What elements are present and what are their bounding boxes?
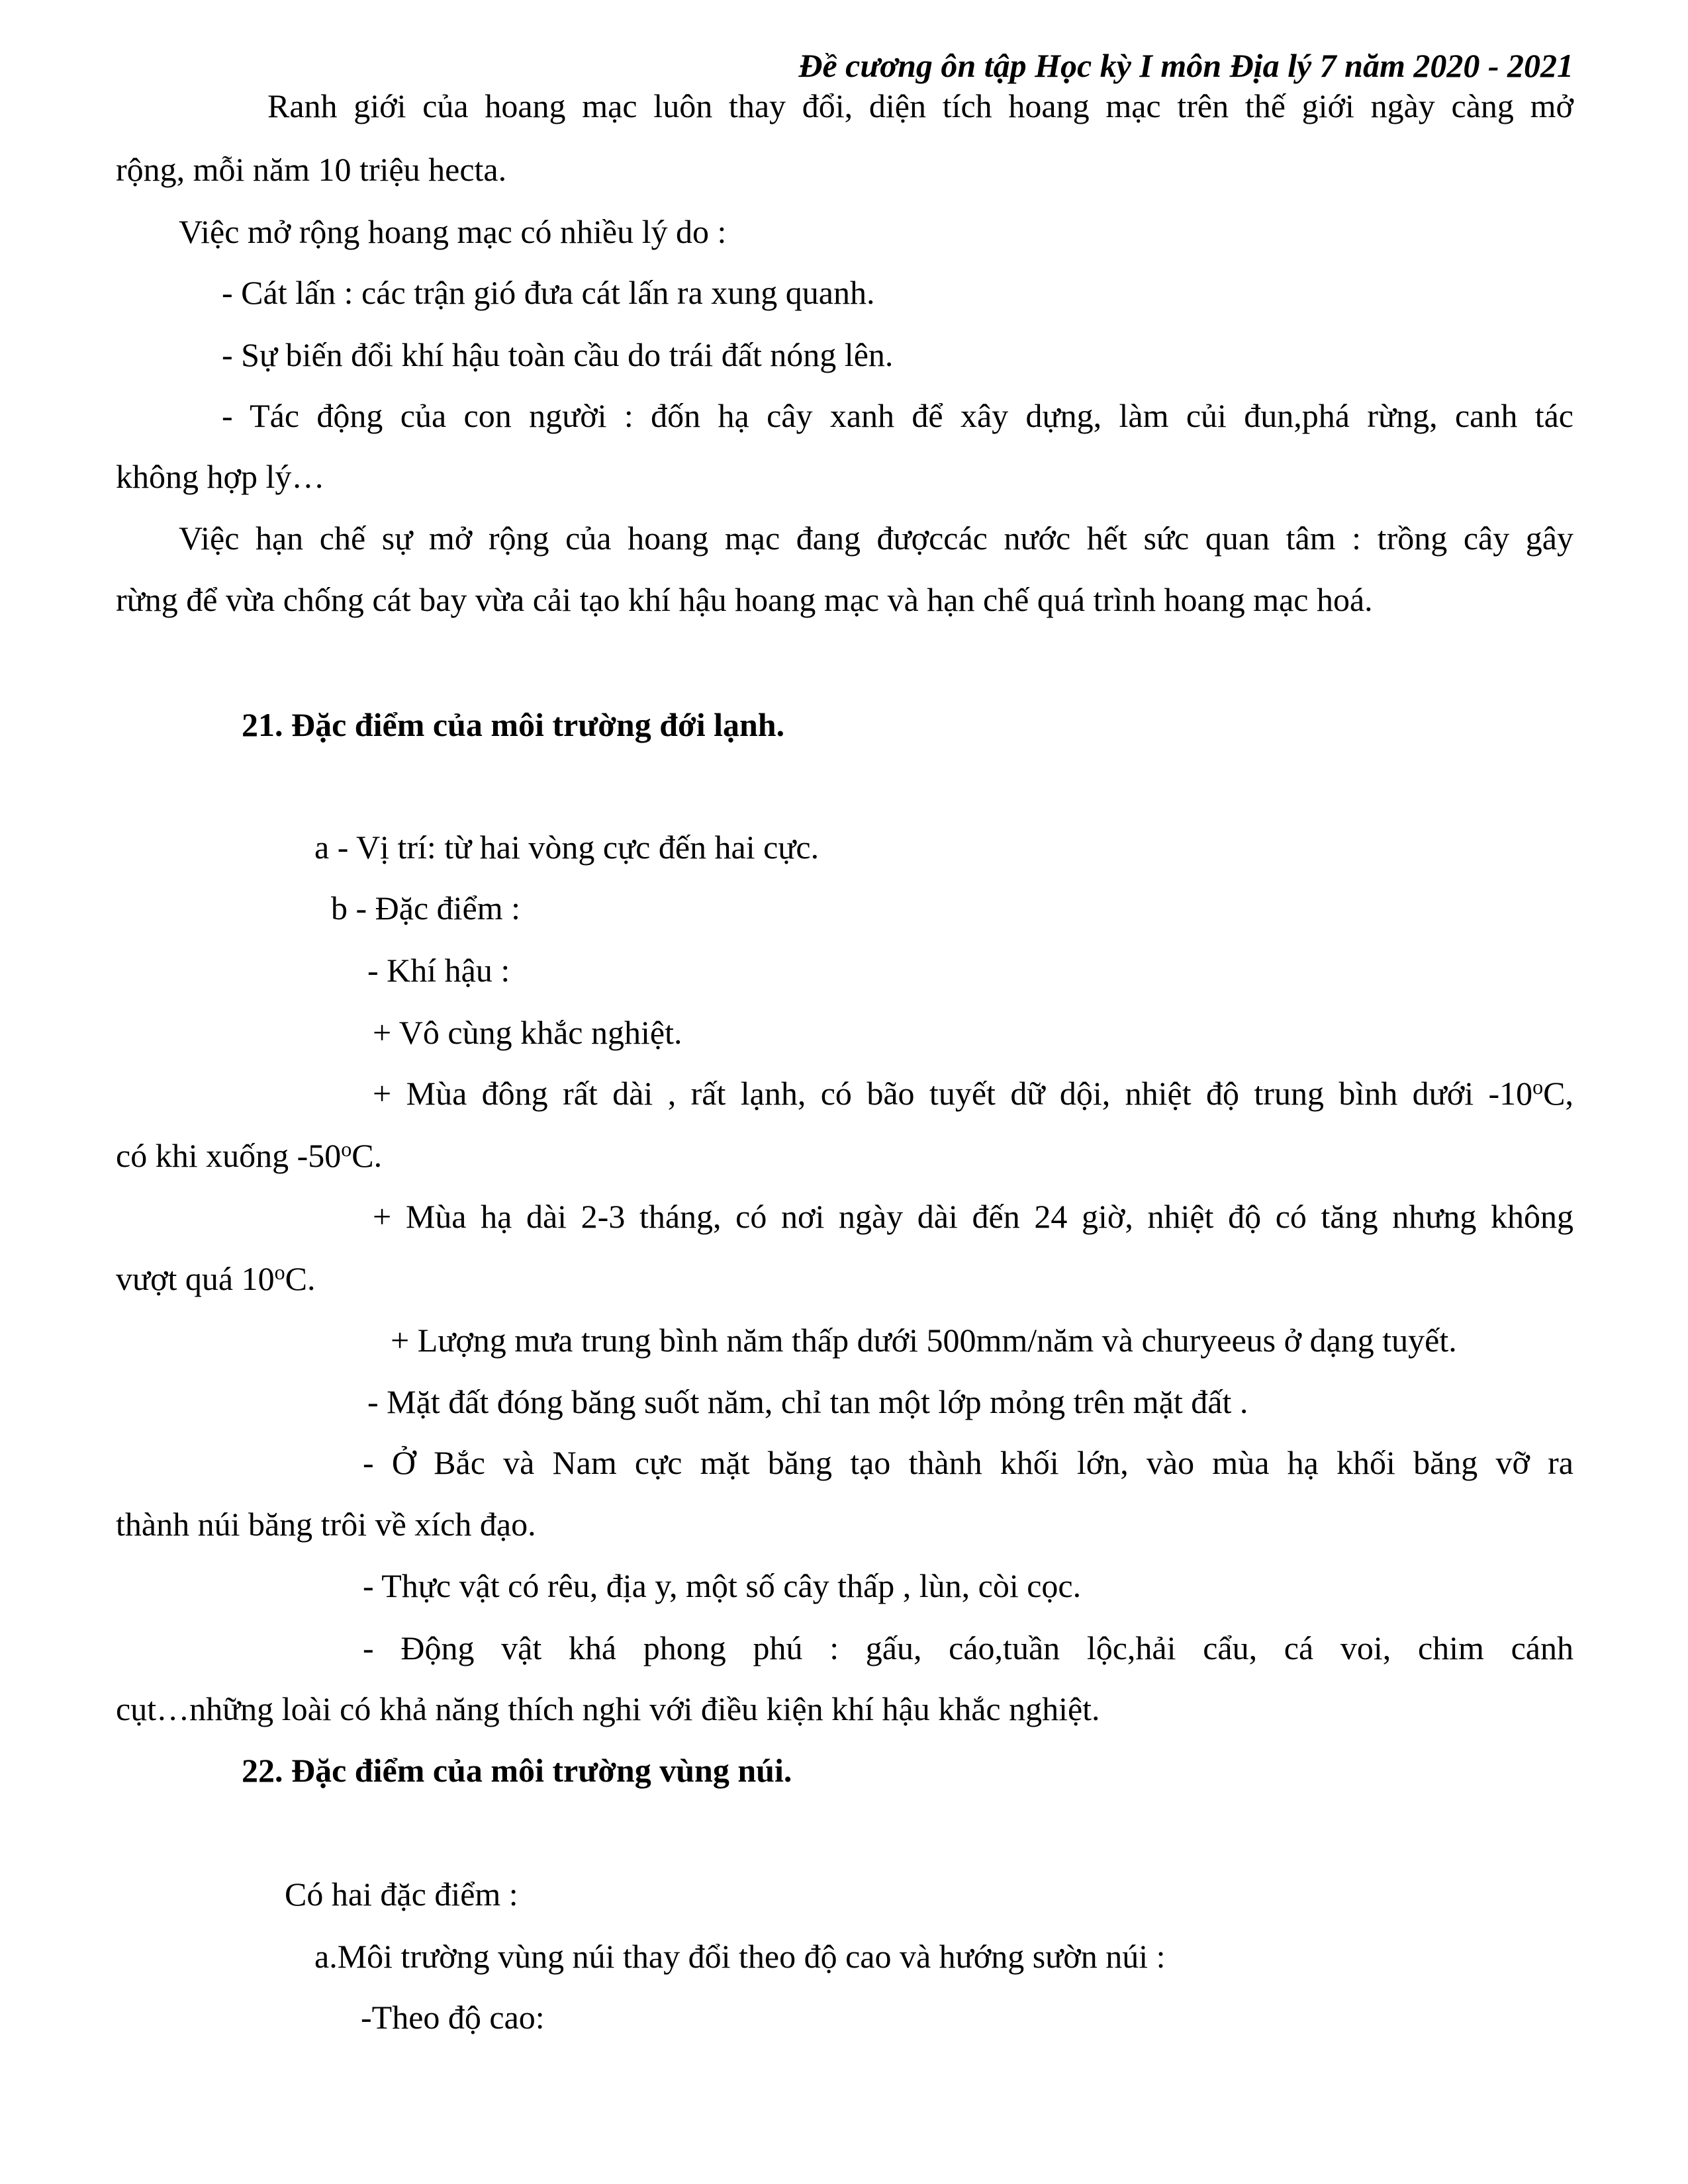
celsius-unit: C.	[285, 1260, 316, 1297]
section-22-point-a: a.Môi trường vùng núi thay đổi theo độ cao và hướng sườn núi :	[314, 1938, 1166, 1975]
climate-3-cont-text: vượt quá 10	[116, 1260, 275, 1297]
page-header: Đề cương ôn tập Học kỳ I môn Địa lý 7 năm 2020 - 2021	[798, 47, 1573, 84]
desert-para1-line2: rộng, mỗi năm 10 triệu hecta.	[116, 151, 507, 188]
section-21-poles-line2: thành núi băng trôi về xích đạo.	[116, 1506, 536, 1543]
desert-reasons-intro: Việc mở rộng hoang mạc có nhiều lý do :	[179, 213, 727, 250]
desert-reason-3-line1: - Tác động của con người : đốn hạ cây xanh để xây dựng, làm củi đun,phá rừng, canh tác	[222, 397, 1573, 434]
climate-2-cont-text: có khi xuống -50	[116, 1137, 342, 1174]
degree-mark: o	[274, 1260, 285, 1284]
degree-mark: o	[1532, 1075, 1544, 1099]
section-21-plants: - Thực vật có rêu, địa y, một số cây thấp , lùn, còi cọc.	[363, 1567, 1082, 1604]
section-21-location: a - Vị trí: từ hai vòng cực đến hai cực.	[314, 829, 820, 866]
desert-limit-line1: Việc hạn chế sự mở rộng của hoang mạc đang đượccác nước hết sức quan tâm : trồng cây gây	[179, 520, 1573, 557]
section-21-animals-line1: - Động vật khá phong phú : gấu, cáo,tuần lộc,hải cẩu, cá voi, chim cánh	[363, 1629, 1573, 1666]
section-21-climate-2-line1	[373, 1073, 1573, 1113]
section-21-heading: 21. Đặc điểm của môi trường đới lạnh.	[242, 706, 785, 743]
celsius-unit: C,	[1543, 1075, 1573, 1112]
section-21-poles-line1: - Ở Bắc và Nam cực mặt băng tạo thành khối lớn, vào mùa hạ khối băng vỡ ra	[363, 1444, 1573, 1481]
desert-para1-line1: Ranh giới của hoang mạc luôn thay đổi, diện tích hoang mạc trên thế giới ngày càng mở	[267, 87, 1573, 124]
section-21-climate-3-line1: + Mùa hạ dài 2-3 tháng, có nơi ngày dài đến 24 giờ, nhiệt độ có tăng nhưng không	[373, 1198, 1573, 1235]
section-22-by-altitude: -Theo độ cao:	[361, 1999, 545, 2036]
desert-reason-3-line2: không hợp lý…	[116, 458, 325, 495]
section-21-climate-4: + Lượng mưa trung bình năm thấp dưới 500mm/năm và churyeeus ở dạng tuyết.	[391, 1322, 1457, 1359]
section-22-intro: Có hai đặc điểm :	[285, 1876, 518, 1913]
section-21-features: b - Đặc điểm :	[331, 889, 521, 927]
section-21-climate-2-line2	[116, 1136, 382, 1175]
section-22-heading: 22. Đặc điểm của môi trường vùng núi.	[242, 1752, 792, 1789]
degree-mark: o	[341, 1137, 352, 1161]
section-21-climate: - Khí hậu :	[367, 952, 510, 989]
desert-reason-1: - Cát lấn : các trận gió đưa cát lấn ra xung quanh.	[222, 274, 875, 311]
celsius-unit: C.	[352, 1137, 383, 1174]
section-21-climate-1: + Vô cùng khắc nghiệt.	[373, 1014, 682, 1051]
section-21-animals-line2: cụt…những loài có khả năng thích nghi với điều kiện khí hậu khắc nghiệt.	[116, 1690, 1100, 1727]
desert-reason-2: - Sự biến đổi khí hậu toàn cầu do trái đất nóng lên.	[222, 336, 894, 373]
section-21-climate-3-line2	[116, 1259, 315, 1298]
climate-2-text: + Mùa đông rất dài , rất lạnh, có bão tuyết dữ dội, nhiệt độ trung bình dưới -10	[373, 1075, 1533, 1112]
section-21-ground: - Mặt đất đóng băng suốt năm, chỉ tan một lớp mỏng trên mặt đất .	[367, 1383, 1248, 1420]
desert-limit-line2: rừng để vừa chống cát bay vừa cải tạo khí hậu hoang mạc và hạn chế quá trình hoang mạc hoá.	[116, 581, 1373, 618]
